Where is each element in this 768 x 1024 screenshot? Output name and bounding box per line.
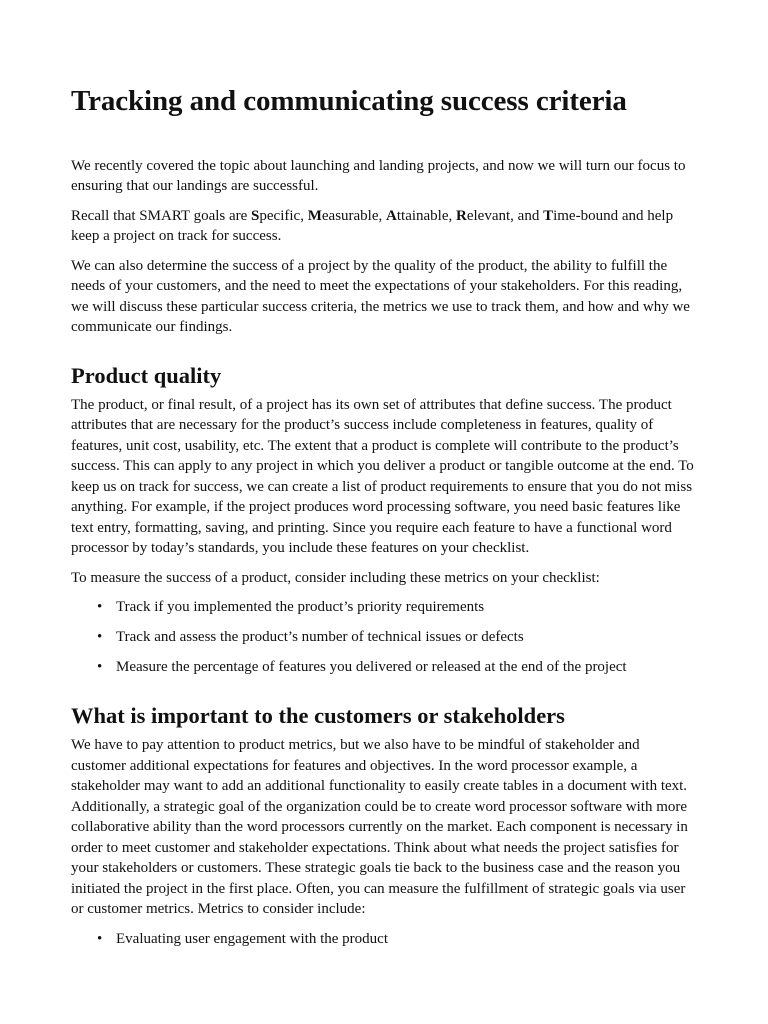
list-item-text: Track and assess the product’s number of technical issues or defects [116, 629, 524, 646]
smart-rest-s: pecific, [259, 207, 308, 224]
bullet-glyph: • [97, 930, 103, 947]
list-item [97, 657, 697, 678]
customer-metrics-list [71, 929, 697, 950]
smart-prefix: Recall that SMART goals are [71, 207, 252, 224]
intro-success-criteria-paragraph: We can also determine the success of a project by the quality of the product, the ability to fulfill the needs of your customers, and the need to meet the expectations of your stakeholders. For this reading, we will discuss these particular success criteria, the metrics we use to track them, and how and why we communicate our findings. [71, 257, 690, 336]
smart-letter-t: T [543, 207, 554, 224]
bullet-glyph: • [97, 659, 103, 676]
list-item [97, 627, 697, 648]
page-title: Tracking and communicating success criteria [71, 85, 627, 117]
smart-rest-t: ime-bound and help keep a project on track for success. [71, 207, 674, 245]
section-heading-customers-stakeholders: What is important to the customers or stakeholders [71, 702, 565, 728]
list-item-text: Evaluating user engagement with the product [116, 930, 388, 947]
smart-rest-a: ttainable, [396, 207, 457, 224]
customers-paragraph: We have to pay attention to product metrics, but we also have to be mindful of stakeholder and customer additional expectations for features and objectives. In the word processor example, a stakeholder may want to add an additional functionality to easily create tables in a document with text. Additionally, a strategic goal of the organization could be to create word processor software with more collaborative ability than the word processors currently on the market. Each component is necessary in order to meet customer and stakeholder expectations. Think about what needs the project satisfies for your stakeholders or customers. These strategic goals tie back to the business case and the reason you initiated the project in the first place. Often, you can measure the fulfillment of strategic goals via user or customer metrics. Metrics to consider include: [71, 737, 688, 918]
smart-letter-r: R [456, 207, 467, 224]
smart-letter-s: S [251, 207, 260, 224]
list-item [97, 597, 697, 618]
smart-rest-r: elevant, and [466, 207, 544, 224]
product-metrics-list [71, 597, 697, 678]
smart-goals-paragraph [71, 206, 697, 247]
smart-letter-m: M [307, 207, 322, 224]
section-heading-product-quality: Product quality [71, 362, 222, 388]
list-item [97, 929, 697, 950]
bullet-glyph: • [97, 629, 103, 646]
intro-paragraph: We recently covered the topic about launching and landing projects, and now we will turn our focus to ensuring that our landings are successful. [71, 157, 686, 195]
product-metrics-intro: To measure the success of a product, consider including these metrics on your checklist: [71, 569, 600, 586]
smart-letter-a: A [386, 207, 397, 224]
product-quality-paragraph: The product, or final result, of a project has its own set of attributes that define success. The product attributes that are necessary for the product’s success include completeness in features, quality of features, unit cost, usability, etc. The extent that a product is complete will contribute to the product’s success. This can apply to any project in which you deliver a product or tangible outcome at the end. To keep us on track for success, we can create a list of product requirements to ensure that you do not miss anything. For example, if the project produces word processing software, you need basic features like text entry, formatting, saving, and printing. Since you require each feature to have a functional word processor by today’s standards, you include these features on your checklist. [71, 396, 694, 557]
smart-rest-m: easurable, [321, 207, 387, 224]
list-item-text: Track if you implemented the product’s priority requirements [116, 599, 485, 616]
bullet-glyph: • [97, 599, 103, 616]
list-item-text: Measure the percentage of features you delivered or released at the end of the project [116, 659, 627, 676]
